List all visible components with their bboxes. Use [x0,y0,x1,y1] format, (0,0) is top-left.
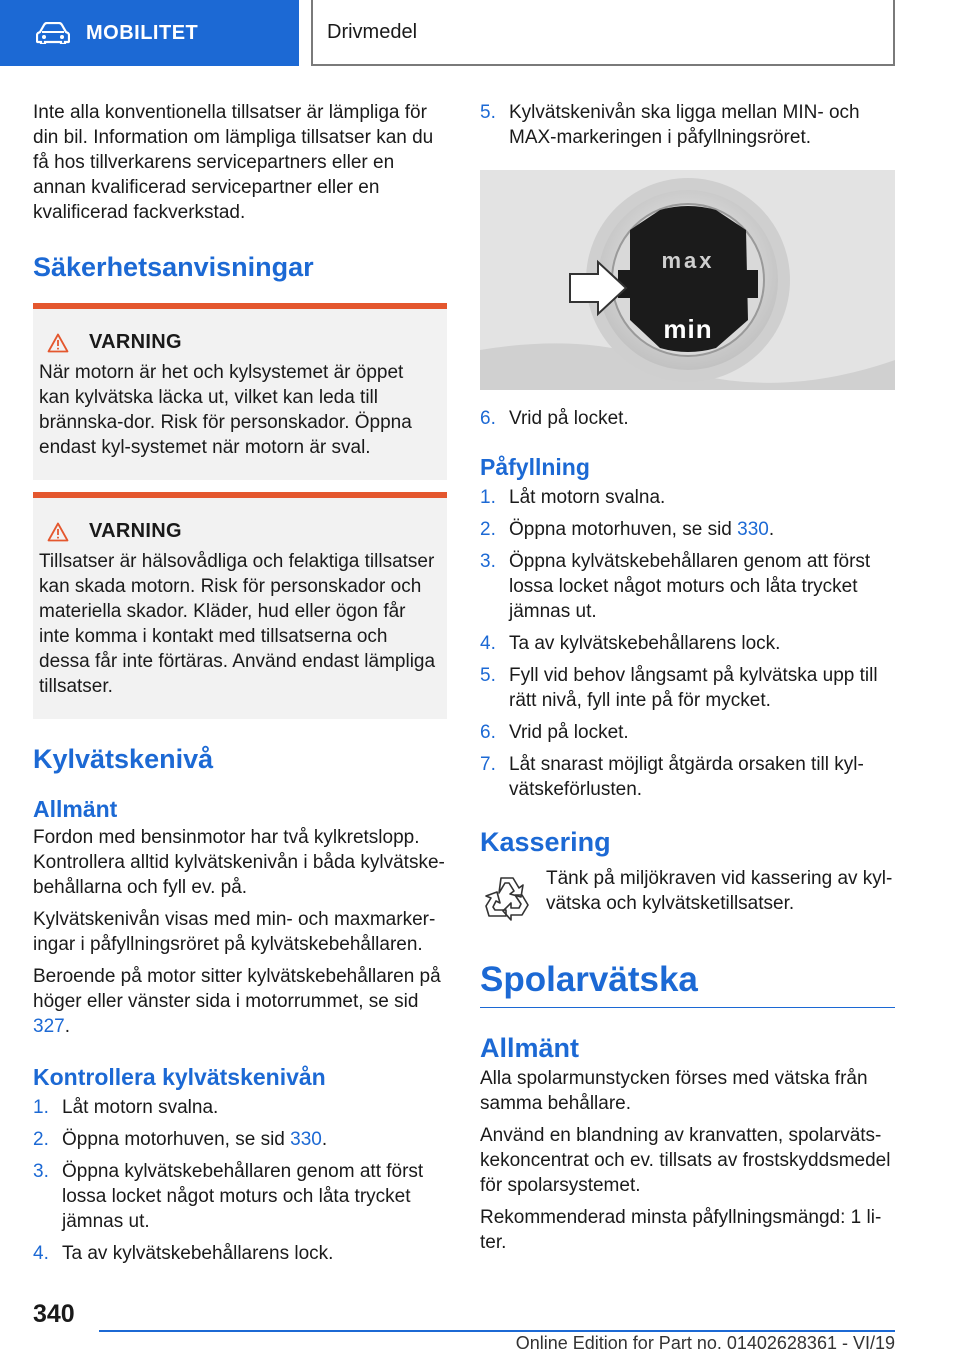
general-paragraph-1: Fordon med bensinmotor har två kylkretslopp. Kontrollera alltid kylvätskenivån i båda kylvätske‐behållarna och fyll ev. på. [33,827,445,898]
warning-text: Tillsatser är hälsovådliga och felaktiga tillsatser kan skada motorn. Risk för personskador och materiella skador. Kläder, hud eller ögon får inte komma i kontakt med tillsatserna och dessa får inte förtäras. Använd endast lämpliga tillsatser. [39,551,436,697]
fill-heading: Påfyllning [480,454,590,480]
check-steps-continued [480,100,895,150]
max-marking: max [661,248,715,273]
page-link-327[interactable]: 327 [33,1016,65,1037]
page-link-330[interactable]: 330 [290,1129,322,1150]
edition-info: Online Edition for Part no. 01402628361 - VI/19 [515,1333,895,1353]
warning-text: När motorn är het och kylsystemet är öppet kan kylvätska läcka ut, vilket kan leda till brännska‐dor. Risk för personskador. Öppna endast kyl‐systemet när motorn är sval. [39,362,412,458]
list-item: 6. Vrid på locket. [480,408,629,429]
list-item: 2. Öppna motorhuven, se sid 330. [480,519,775,540]
general-heading: Allmänt [33,796,118,822]
general-paragraph-2: Kylvätskenivån visas med min- och maxmarker‐ingar i påfyllningsröret på kylvätskebehållaren. [33,909,436,955]
washer-paragraph-2: Använd en blandning av kranvatten, spolarväts‐kekoncentrat och ev. tillsats av frostskyddsmedel för spolarsystemet. [480,1125,891,1196]
disposal-note [480,866,895,923]
fill-steps-list [480,485,895,802]
washer-paragraph-3: Rekommenderad minsta påfyllningsmängd: 1 li‐ter. [480,1207,882,1253]
list-item: 7. Låt snarast möjligt åtgärda orsaken till kyl‐vätskeförlusten. [480,754,864,800]
warning-triangle-icon [47,522,69,542]
section-tab [0,0,299,66]
general-paragraph-3: Beroende på motor sitter kylvätskebehållaren på höger eller vänster sida i motorrummet, se sid 327. [33,966,441,1037]
recycling-icon [484,872,530,922]
intro-paragraph: Inte alla konventionella tillsatser är lämpliga för din bil. Information om lämpliga tillsatser kan du få hos tillverkarens servicepartners eller en annan kvalificerad servicepartner eller en kvalificerad fackverkstad. [33,102,434,223]
check-steps-list [33,1095,447,1266]
warning-box-1 [33,303,447,480]
footer-divider [99,1330,895,1332]
list-item: 5. Fyll vid behov långsamt på kylvätska upp till rätt nivå, fyll inte på för mycket. [480,665,878,711]
right-column [480,100,895,1262]
washer-heading: Spolarvätska [480,960,698,999]
list-item: 1. Låt motorn svalna. [33,1097,219,1118]
list-item: 4. Ta av kylvätskebehållarens lock. [480,633,781,654]
list-item: 5. Kylvätskenivån ska ligga mellan MIN- och MAX-markeringen i påfyllningsröret. [480,102,860,148]
warning-title: VARNING [89,331,182,353]
list-item: 4. Ta av kylvätskebehållarens lock. [33,1243,334,1264]
safety-heading: Säkerhetsanvisningar [33,252,314,282]
washer-paragraph-1: Alla spolarmunstycken förses med vätska från samma behållare. [480,1068,868,1114]
warning-title: VARNING [89,520,182,542]
list-item: 6. Vrid på locket. [480,722,629,743]
washer-heading-wrap [480,959,895,1008]
car-icon [36,22,70,44]
check-heading: Kontrollera kylvätskenivån [33,1064,326,1090]
page-link-330[interactable]: 330 [737,519,769,540]
min-marking: min [663,314,713,344]
disposal-text: Tänk på miljökraven vid kassering av kyl‐vätska och kylvätsketillsatser. [546,868,893,914]
list-item: 3. Öppna kylvätskebehållaren genom att först lossa locket något moturs och låta trycket jämnas ut. [33,1161,424,1232]
section-tab-label: MOBILITET [86,21,199,44]
coolant-filler-illustration [480,170,895,390]
coolant-heading: Kylvätskenivå [33,744,214,774]
washer-general-heading: Allmänt [480,1033,580,1063]
check-steps-continued-2 [480,406,895,431]
warning-box-2 [33,492,447,719]
list-item: 2. Öppna motorhuven, se sid 330. [33,1129,328,1150]
chapter-title: Drivmedel [311,0,895,66]
page-number: 340 [33,1300,75,1328]
list-item: 3. Öppna kylvätskebehållaren genom att först lossa locket något moturs och låta trycket jämnas ut. [480,551,871,622]
left-column [33,100,447,1273]
coolant-level-photo [480,170,895,390]
disposal-heading: Kassering [480,827,611,857]
list-item: 1. Låt motorn svalna. [480,487,666,508]
warning-triangle-icon [47,333,69,353]
